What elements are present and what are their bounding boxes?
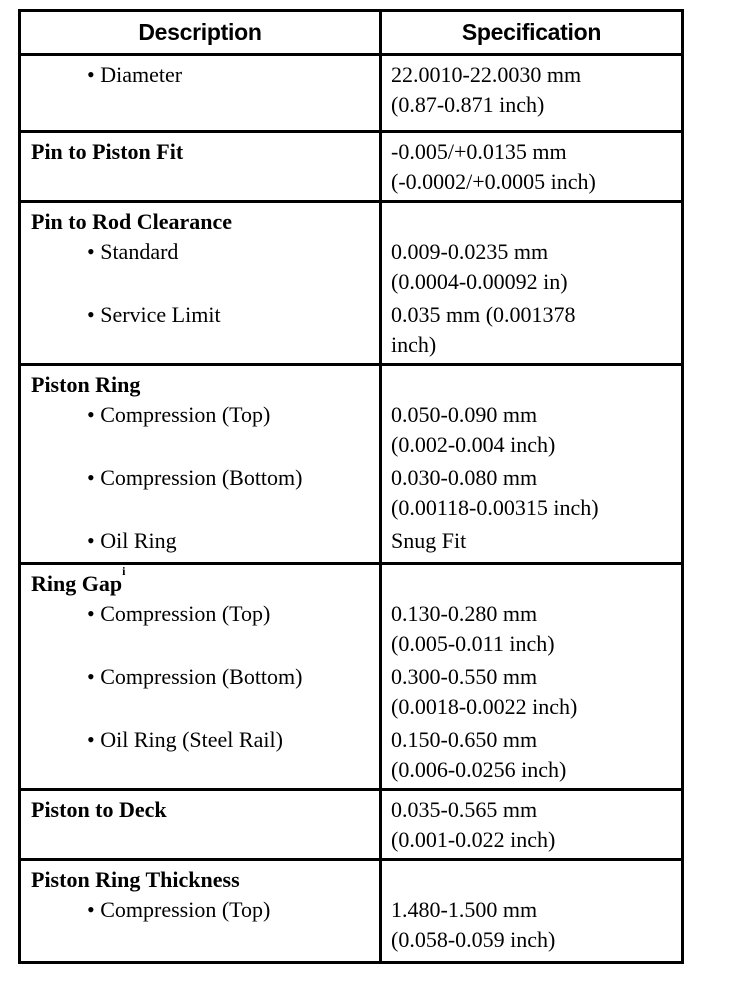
spec-value: 0.035 mm (0.001378 xyxy=(391,302,576,327)
spec-value: 0.030-0.080 mm xyxy=(391,465,538,490)
spec-value: (0.001-0.022 inch) xyxy=(391,827,556,852)
header-row xyxy=(20,11,683,55)
item-label: • Compression (Top) xyxy=(87,897,271,922)
spec-value: (-0.0002/+0.0005 inch) xyxy=(391,169,596,194)
spec-value: (0.058-0.059 inch) xyxy=(391,927,556,952)
spec-value: 0.050-0.090 mm xyxy=(391,402,538,427)
spec-value: 0.009-0.0235 mm xyxy=(391,239,549,264)
spec-value: 1.480-1.500 mm xyxy=(391,897,538,922)
spec-value: 0.300-0.550 mm xyxy=(391,664,538,689)
item-label: • Standard xyxy=(87,239,179,264)
table-row xyxy=(20,55,683,132)
spec-value: (0.002-0.004 inch) xyxy=(391,432,556,457)
footnote-marker: i xyxy=(122,564,126,578)
spec-value: (0.0004-0.00092 in) xyxy=(391,269,568,294)
item-label: • Diameter xyxy=(87,62,183,87)
table-row xyxy=(20,365,683,564)
spec-value: inch) xyxy=(391,332,437,357)
item-label: • Compression (Bottom) xyxy=(87,465,303,490)
group-title: Pin to Rod Clearance xyxy=(31,209,233,234)
spec-value: 0.035-0.565 mm xyxy=(391,797,538,822)
spec-table xyxy=(18,9,684,964)
header-specification: Specification xyxy=(381,11,683,55)
item-label: • Oil Ring (Steel Rail) xyxy=(87,727,283,752)
group-title: Piston Ring xyxy=(31,372,141,397)
table-row xyxy=(20,202,683,365)
spec-value: (0.0018-0.0022 inch) xyxy=(391,694,578,719)
spec-value: 0.130-0.280 mm xyxy=(391,601,538,626)
group-title: Piston to Deck xyxy=(31,797,167,822)
table-row xyxy=(20,132,683,202)
item-label: • Compression (Top) xyxy=(87,402,271,427)
spec-value: 22.0010-22.0030 mm xyxy=(391,62,582,87)
spec-value: 0.150-0.650 mm xyxy=(391,727,538,752)
table-row xyxy=(20,860,683,963)
spec-value: (0.005-0.011 inch) xyxy=(391,631,555,656)
spec-value: (0.87-0.871 inch) xyxy=(391,92,545,117)
spec-value: -0.005/+0.0135 mm xyxy=(391,139,567,164)
group-title: Pin to Piston Fit xyxy=(31,139,184,164)
spec-value: (0.00118-0.00315 inch) xyxy=(391,495,599,520)
group-title: Piston Ring Thickness xyxy=(31,867,240,892)
item-label: • Service Limit xyxy=(87,302,221,327)
item-label: • Compression (Top) xyxy=(87,601,271,626)
group-title: Ring Gap$^i$ xyxy=(31,564,126,596)
header-description: Description xyxy=(20,11,381,55)
item-label: • Oil Ring xyxy=(87,528,177,553)
table-row xyxy=(20,790,683,860)
spec-value: Snug Fit xyxy=(391,528,467,553)
spec-value: (0.006-0.0256 inch) xyxy=(391,757,567,782)
item-label: • Compression (Bottom) xyxy=(87,664,303,689)
table-row xyxy=(20,564,683,790)
